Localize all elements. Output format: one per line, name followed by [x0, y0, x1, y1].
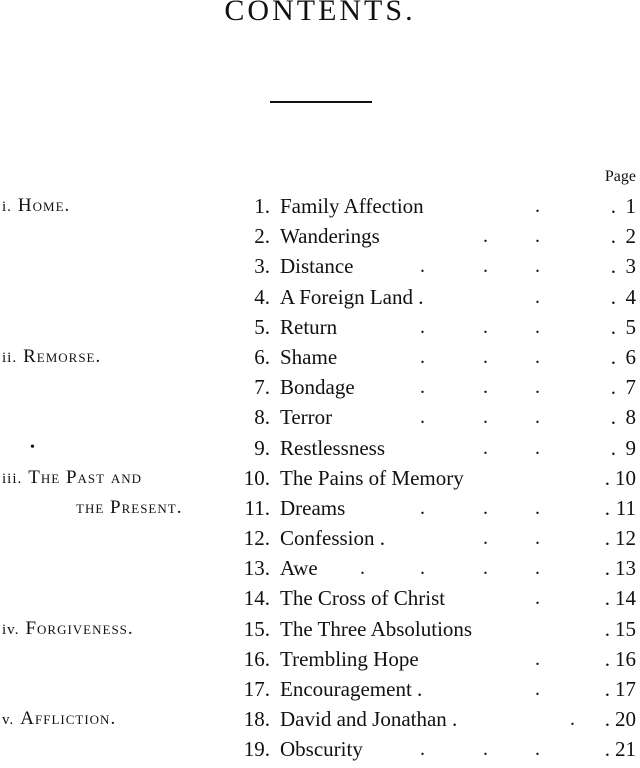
- chapter-title: Family Affection: [280, 194, 424, 218]
- contents-row: [0, 251, 640, 281]
- page-number: 17: [615, 677, 636, 701]
- leader-dot: .: [535, 345, 540, 368]
- contents-row: [0, 372, 640, 402]
- chapter-number: 13.: [243, 556, 270, 581]
- leader-dot: .: [483, 436, 488, 459]
- title-rule: [270, 101, 372, 103]
- leader-dot: .: [604, 677, 610, 701]
- leader-dot: .: [610, 344, 616, 369]
- chapter-title: Encouragement .: [280, 677, 423, 701]
- contents-row: [0, 191, 640, 221]
- part-heading: [30, 433, 36, 463]
- part-title: The Past and: [28, 466, 142, 488]
- chapter-number: 19.: [243, 737, 270, 762]
- page-number: 21: [615, 737, 636, 762]
- contents-row: [0, 282, 640, 312]
- chapter-number: 2.: [254, 224, 270, 249]
- leader-dot: .: [420, 255, 425, 278]
- chapter-title: Confession .: [280, 526, 385, 551]
- contents-row: [0, 433, 640, 463]
- chapter-number: 6.: [254, 344, 270, 369]
- chapter-title: Trembling Hope: [280, 646, 419, 671]
- chapter-number: 8.: [254, 405, 270, 430]
- leader-dot: .: [483, 527, 488, 550]
- part-title: Affliction.: [20, 708, 117, 730]
- page-number: 8: [625, 405, 636, 430]
- part-title-continued: the Present.: [76, 496, 183, 518]
- page-number: 6: [625, 344, 636, 369]
- part-heading: [2, 614, 134, 645]
- part-number: ii.: [2, 349, 18, 366]
- contents-row: [0, 553, 640, 583]
- leader-dot: .: [535, 315, 540, 338]
- leader-dot: .: [604, 616, 610, 641]
- page-number: 4: [625, 284, 636, 309]
- contents-row: [0, 402, 640, 432]
- leader-dot: .: [604, 646, 610, 671]
- leader-dot: .: [604, 737, 610, 762]
- contents-list: [0, 191, 640, 765]
- page-title: CONTENTS.: [224, 0, 416, 27]
- contents-row: [0, 644, 640, 674]
- contents-row: [0, 463, 640, 493]
- leader-dot: .: [535, 647, 540, 670]
- chapter-number: 3.: [254, 254, 270, 279]
- part-number: i.: [2, 199, 12, 215]
- chapter-number: 7.: [254, 375, 270, 400]
- page-number: 1: [625, 194, 636, 218]
- page-number: 9: [625, 435, 636, 460]
- chapter-number: 10.: [243, 465, 270, 490]
- page-column-label: Page: [604, 168, 636, 185]
- contents-row: [0, 523, 640, 553]
- chapter-title: The Pains of Memory: [280, 465, 464, 490]
- chapter-title: The Cross of Christ: [280, 586, 446, 611]
- leader-dot: .: [483, 406, 488, 429]
- part-heading: [2, 191, 70, 222]
- leader-dot: .: [483, 315, 488, 338]
- chapter-title: Return: [280, 314, 338, 339]
- chapter-title: Obscurity: [280, 737, 363, 762]
- leader-dot: .: [483, 496, 488, 519]
- page-number: 5: [625, 314, 636, 339]
- contents-row: [0, 583, 640, 613]
- leader-dot: .: [535, 225, 540, 248]
- part-title: Home.: [17, 195, 71, 216]
- part-heading: [2, 342, 101, 373]
- part-title: Remorse.: [23, 345, 102, 367]
- leader-dot: .: [610, 194, 616, 218]
- leader-dot: .: [610, 405, 616, 430]
- chapter-number: 5.: [254, 314, 270, 339]
- leader-dot: .: [570, 708, 575, 731]
- part-title: Forgiveness.: [25, 617, 134, 639]
- leader-dot: .: [604, 526, 610, 551]
- contents-row: [0, 734, 640, 764]
- leader-dot: .: [420, 738, 425, 761]
- chapter-title: Shame: [280, 344, 338, 369]
- chapter-title: Restlessness: [280, 435, 385, 460]
- leader-dot: .: [604, 707, 610, 732]
- page-number: 13: [615, 556, 636, 581]
- page-number: 7: [625, 375, 636, 400]
- part-number: iv.: [2, 621, 20, 638]
- leader-dot: .: [535, 738, 540, 761]
- leader-dot: .: [483, 255, 488, 278]
- leader-dot: .: [420, 345, 425, 368]
- chapter-number: 4.: [254, 284, 270, 309]
- leader-dot: .: [610, 284, 616, 309]
- chapter-title: Terror: [280, 405, 333, 430]
- contents-row: [0, 674, 640, 704]
- page-number: 16: [615, 646, 636, 671]
- chapter-number: 11.: [244, 495, 270, 520]
- chapter-number: 1.: [254, 194, 270, 218]
- leader-dot: .: [483, 225, 488, 248]
- part-number: iii.: [2, 470, 23, 487]
- leader-dot: .: [610, 254, 616, 279]
- contents-row: [0, 493, 640, 523]
- page-number: 20: [615, 707, 636, 732]
- chapter-number: 9.: [254, 435, 270, 460]
- part-heading: [2, 463, 142, 494]
- page-number: 12: [615, 526, 636, 551]
- chapter-title: Distance: [280, 254, 354, 279]
- chapter-title: Wanderings: [280, 224, 380, 249]
- chapter-title: A Foreign Land .: [280, 284, 424, 309]
- page-number: 11: [615, 495, 636, 520]
- leader-dot: .: [420, 376, 425, 399]
- chapter-number: 16.: [243, 646, 270, 671]
- chapter-number: 12.: [243, 526, 270, 551]
- leader-dot: .: [604, 586, 610, 611]
- leader-dot: .: [535, 557, 540, 580]
- contents-row: [0, 342, 640, 372]
- chapter-number: 14.: [243, 586, 270, 611]
- chapter-title: Bondage: [280, 375, 355, 400]
- leader-dot: .: [610, 375, 616, 400]
- leader-dot: .: [535, 527, 540, 550]
- leader-dot: .: [604, 556, 610, 581]
- leader-dot: .: [604, 495, 610, 520]
- chapter-title: Dreams: [280, 495, 346, 520]
- leader-dot: .: [535, 376, 540, 399]
- leader-dot: .: [483, 345, 488, 368]
- contents-row: [0, 614, 640, 644]
- contents-row: [0, 704, 640, 734]
- leader-dot: .: [420, 315, 425, 338]
- page-number: 3: [625, 254, 636, 279]
- chapter-title: Awe: [280, 556, 318, 581]
- page-number: 10: [615, 465, 636, 490]
- leader-dot: .: [420, 557, 425, 580]
- part-number: v.: [2, 712, 15, 729]
- leader-dot: .: [420, 496, 425, 519]
- page-number: 15: [615, 616, 636, 641]
- leader-dot: .: [610, 435, 616, 460]
- leader-dot: .: [483, 376, 488, 399]
- chapter-number: 15.: [243, 616, 270, 641]
- leader-dot: .: [535, 496, 540, 519]
- leader-dot: .: [610, 224, 616, 249]
- chapter-title: David and Jonathan .: [280, 707, 458, 732]
- leader-dot: .: [604, 465, 610, 490]
- leader-dot: .: [420, 406, 425, 429]
- leader-dot: .: [535, 406, 540, 429]
- leader-dot: .: [535, 678, 540, 700]
- leader-dot: .: [483, 557, 488, 580]
- leader-dot: .: [535, 285, 540, 308]
- page-number: 14: [615, 586, 636, 611]
- chapter-number: 18.: [243, 707, 270, 732]
- leader-dot: .: [535, 587, 540, 610]
- leader-dot: .: [360, 557, 365, 580]
- chapter-number: 17.: [243, 677, 270, 701]
- page-number: 2: [625, 224, 636, 249]
- part-title: •: [30, 439, 36, 455]
- leader-dot: .: [610, 314, 616, 339]
- leader-dot: .: [535, 436, 540, 459]
- part-heading: [2, 704, 116, 735]
- contents-row: [0, 312, 640, 342]
- leader-dot: .: [535, 195, 540, 217]
- leader-dot: .: [535, 255, 540, 278]
- leader-dot: .: [483, 738, 488, 761]
- chapter-title: The Three Absolutions: [280, 616, 473, 641]
- contents-row: [0, 221, 640, 251]
